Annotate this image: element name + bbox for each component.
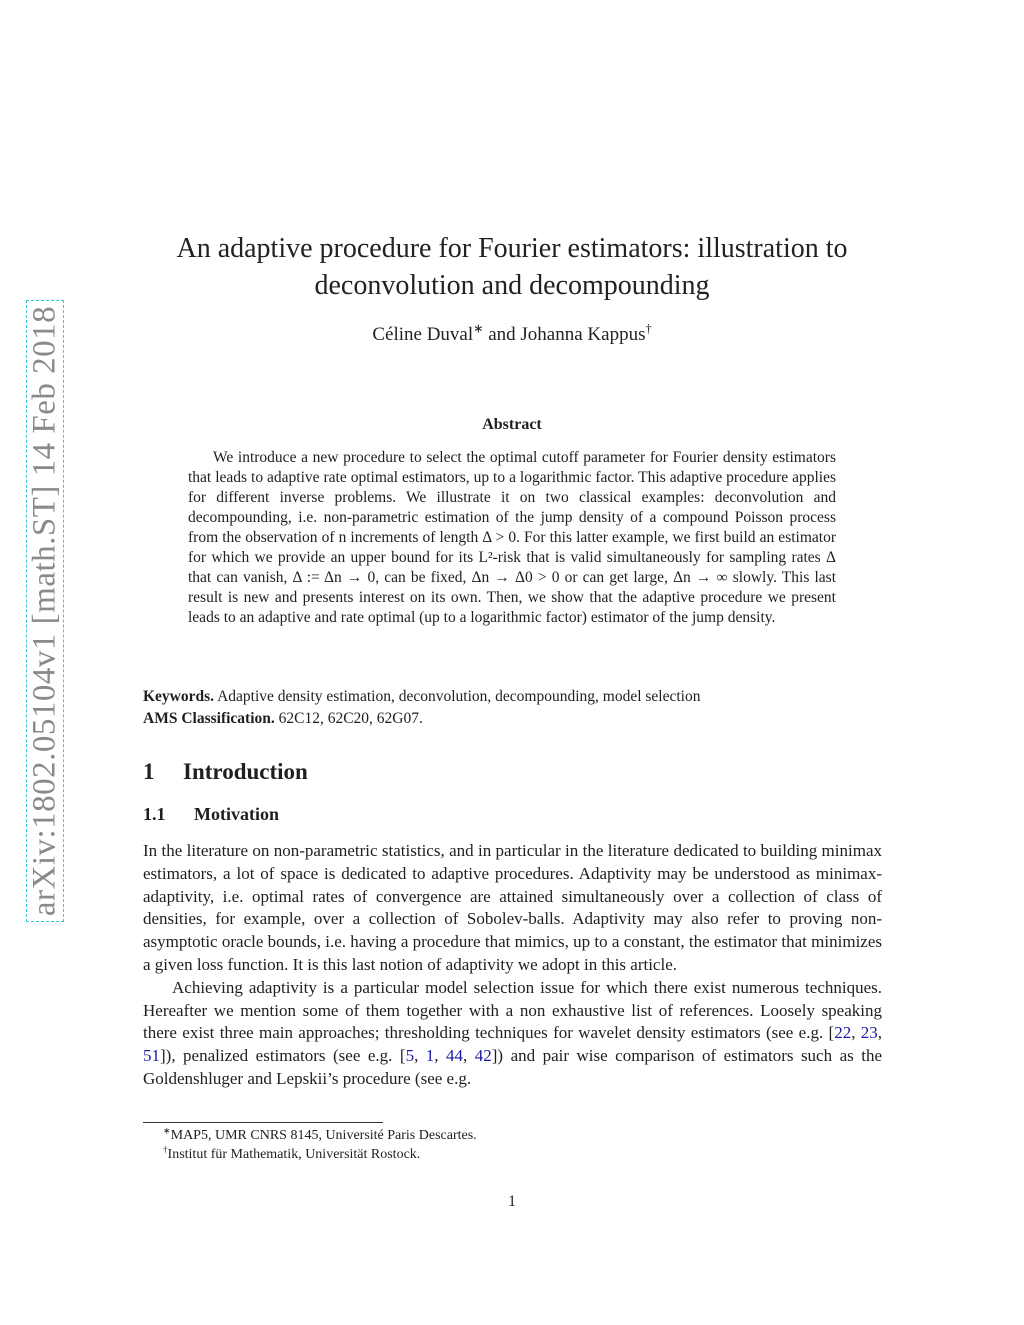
ams-line bbox=[143, 708, 883, 730]
citation-link[interactable]: 44 bbox=[446, 1046, 464, 1066]
footnote-2 bbox=[143, 1145, 883, 1164]
footnote-1-mark: ∗ bbox=[163, 1125, 171, 1136]
abstract-heading: Abstract bbox=[482, 416, 542, 433]
section-number: 1 bbox=[143, 759, 155, 784]
body-text bbox=[143, 840, 882, 1091]
author-kappus: Johanna Kappus bbox=[520, 324, 646, 345]
paragraph-2-part-3: ]) and pair wise comparison of estimators such as the Goldenshluger and Lepskii’s procedure (see e.g. bbox=[143, 1046, 883, 1088]
author-duval: Céline Duval bbox=[372, 324, 474, 345]
keywords-line bbox=[143, 686, 883, 708]
footnotes bbox=[143, 1126, 883, 1164]
subsection-title: Motivation bbox=[194, 804, 279, 824]
keywords-label: Keywords. bbox=[143, 688, 215, 705]
arxiv-identifier[interactable]: arXiv:1802.05104v1 [math.ST] 14 Feb 2018 bbox=[26, 305, 63, 917]
citation-link[interactable]: 1 bbox=[425, 1046, 435, 1066]
citation-link[interactable]: 5 bbox=[405, 1046, 415, 1066]
paragraph-2-part-2: ]), penalized estimators (see e.g. [ bbox=[160, 1046, 406, 1066]
section-title: Introduction bbox=[183, 759, 308, 784]
title-line-1: An adaptive procedure for Fourier estimators: illustration to bbox=[176, 233, 848, 264]
footnote-1 bbox=[143, 1126, 883, 1145]
author-list bbox=[140, 321, 884, 346]
footnote-2-text: Institut für Mathematik, Universität Rostock. bbox=[167, 1147, 421, 1162]
ams-label: AMS Classification. bbox=[143, 710, 275, 727]
arxiv-stamp bbox=[26, 300, 64, 922]
citation-link[interactable]: 22 bbox=[834, 1023, 852, 1043]
paper-title bbox=[140, 230, 884, 304]
section-heading bbox=[143, 759, 308, 785]
keywords-block bbox=[143, 686, 883, 730]
paragraph-1: In the literature on non-parametric statistics, and in particular in the literature dedicated to building minimax estimators, a lot of space is dedicated to adaptive procedures. Adaptivity may be understood as minimax-adaptivity, i.e. optimal rates of convergence are attained simultaneously over a collection of class of densities, for example, over a collection of Sobolev-balls. Adaptivity may also refer to proving non-asymptotic oracle bounds, i.e. having a procedure that mimics, up to a constant, the estimator that minimizes a given loss function. It is this last notion of adaptivity we adopt in this article. bbox=[143, 841, 882, 974]
subsection-number: 1.1 bbox=[143, 804, 166, 824]
keywords-value: Adaptive density estimation, deconvolution, decompounding, model selection bbox=[214, 688, 701, 705]
footnote-2-mark: † bbox=[163, 1144, 168, 1155]
abstract-body bbox=[188, 448, 836, 628]
page-number: 1 bbox=[508, 1193, 516, 1210]
citation-link[interactable]: 42 bbox=[474, 1046, 492, 1066]
subsection-heading bbox=[143, 804, 279, 825]
title-line-2: deconvolution and decompounding bbox=[314, 270, 710, 301]
author-connector: and bbox=[483, 324, 521, 345]
footnote-mark-2[interactable]: † bbox=[645, 321, 652, 336]
footnote-1-text: MAP5, UMR CNRS 8145, Université Paris Descartes. bbox=[170, 1128, 477, 1143]
abstract-text: We introduce a new procedure to select the optimal cutoff parameter for Fourier density estimators that leads to adaptive rate optimal estimators, up to a logarithmic factor. This adaptive procedure applies for different inverse problems. We illustrate it on two classical examples: deconvolution and decompounding, i.e. non-parametric estimation of the jump density of a compound Poisson process from the observation of n increments of length Δ > 0. For this latter example, we first build an estimator for which we provide an upper bound for its L²-risk that is valid simultaneously for sampling rates Δ that can vanish, Δ := Δn → 0, can be fixed, Δn → Δ0 > 0 or can get large, Δn → ∞ slowly. This last result is new and presents interest on its own. Then, we show that the adaptive procedure we present leads to an adaptive and rate optimal (up to a logarithmic factor) estimator of the jump density. bbox=[188, 449, 836, 626]
citation-link[interactable]: 51 bbox=[143, 1046, 160, 1066]
paragraph-2: Achieving adaptivity is a particular model selection issue for which there exist numerous techniques. Hereafter we mention some of them together with a non exhaustive list of references. Loosely speaking there exist three main approaches; thresholding techniques for wavelet density estimators (see e.g. [22, 23, 51]), penalized estimators (see e.g. [5, 1, 44, 42]) and pair wise comparison of estimators such as the Goldenshluger and Lepskii’s procedure (see e.g. bbox=[143, 977, 883, 1088]
footnote-mark-1[interactable]: ∗ bbox=[473, 321, 484, 336]
ams-value: 62C12, 62C20, 62G07. bbox=[274, 710, 423, 727]
footnote-rule bbox=[143, 1122, 383, 1123]
paragraph-2-part-1: Achieving adaptivity is a particular model selection issue for which there exist numerous techniques. Hereafter we mention some of them together with a non exhaustive list of references. Loosely speaking there exist three main approaches; thresholding techniques for wavelet density estimators (see e.g. [ bbox=[143, 977, 882, 1043]
citation-link[interactable]: 23 bbox=[860, 1023, 878, 1043]
